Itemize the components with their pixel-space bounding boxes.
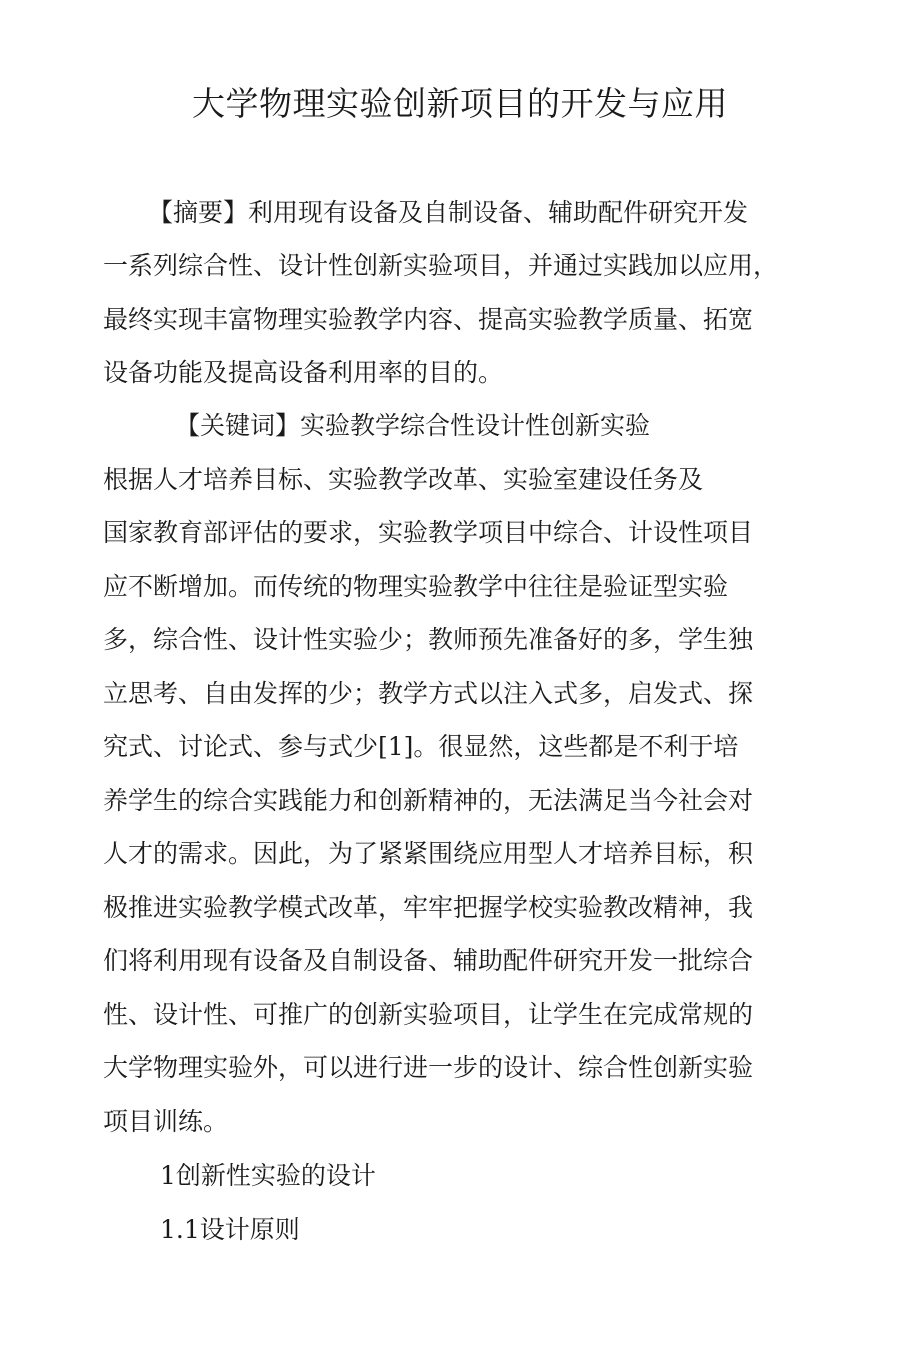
body-line: 应不断增加。而传统的物理实验教学中往往是验证型实验 [103, 572, 729, 601]
body-line: 国家教育部评估的要求，实验教学项目中综合、计设性项目 [103, 518, 754, 547]
body-line: 根据人才培养目标、实验教学改革、实验室建设任务及 [103, 465, 704, 494]
body-line: 人才的需求。因此，为了紧紧围绕应用型人才培养目标，积 [103, 839, 754, 868]
body-line: 立思考、自由发挥的少；教学方式以注入式多，启发式、探 [103, 679, 754, 708]
subsection-heading: 1.1设计原则 [160, 1215, 300, 1244]
abstract-line: 设备功能及提高设备利用率的目的。 [103, 358, 504, 387]
body-line: 多，综合性、设计性实验少；教师预先准备好的多，学生独 [103, 625, 754, 654]
section-heading: 1创新性实验的设计 [160, 1161, 376, 1190]
body-line: 究式、讨论式、参与式少[1]。很显然，这些都是不利于培 [103, 732, 739, 761]
body-line: 性、设计性、可推广的创新实验项目，让学生在完成常规的 [103, 1000, 754, 1029]
document-title: 大学物理实验创新项目的开发与应用 [192, 84, 728, 123]
abstract-line: 最终实现丰富物理实验教学内容、提高实验教学质量、拓宽 [103, 305, 754, 334]
abstract-line: 一系列综合性、设计性创新实验项目，并通过实践加以应用， [103, 251, 779, 280]
body-line: 项目训练。 [103, 1107, 229, 1136]
body-line: 大学物理实验外，可以进行进一步的设计、综合性创新实验 [103, 1053, 754, 1082]
body-line: 极推进实验教学模式改革，牢牢把握学校实验教改精神，我 [103, 893, 754, 922]
body-line: 养学生的综合实践能力和创新精神的，无法满足当今社会对 [103, 786, 754, 815]
abstract-line: 【摘要】利用现有设备及自制设备、辅助配件研究开发 [148, 198, 749, 227]
keywords-line: 【关键词】实验教学综合性设计性创新实验 [175, 411, 651, 440]
body-line: 们将利用现有设备及自制设备、辅助配件研究开发一批综合 [103, 946, 754, 975]
